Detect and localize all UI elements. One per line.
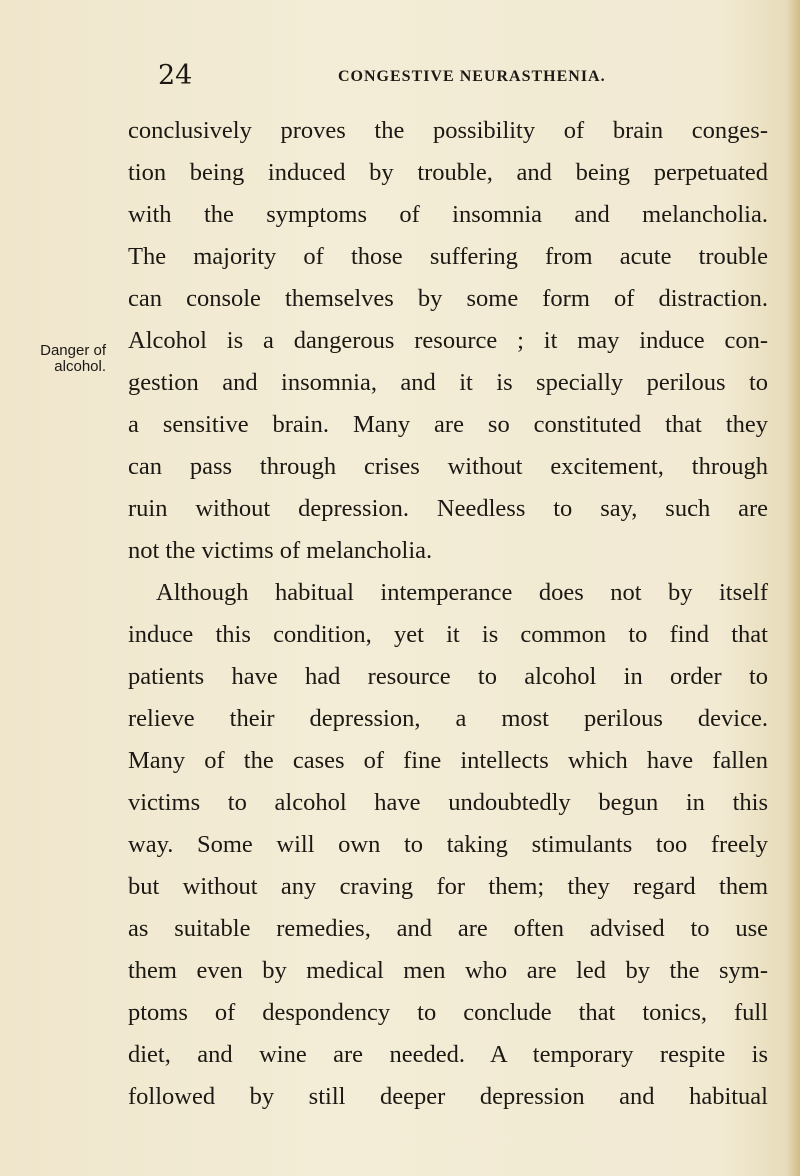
- text-line: can console themselves by some form of distraction.: [128, 285, 768, 312]
- page-header: [158, 60, 718, 96]
- margin-note-line-2: alcohol.: [54, 358, 106, 375]
- text-line: The majority of those suffering from acute trouble: [128, 243, 768, 270]
- text-line: not the victims of melancholia.: [128, 537, 433, 564]
- page-edge-shadow: [786, 0, 800, 1176]
- text-line: Although habitual intemperance does not by itself: [156, 579, 768, 606]
- text-line: ruin without depression. Needless to say, such are: [128, 495, 768, 522]
- page-number: 24: [158, 60, 193, 91]
- body-text: [128, 110, 768, 1118]
- text-line: diet, and wine are needed. A temporary respite is: [128, 1041, 768, 1068]
- text-line: induce this condition, yet it is common to find that: [128, 621, 768, 648]
- text-line: Alcohol is a dangerous resource ; it may induce con-: [128, 327, 768, 354]
- text-line: ptoms of despondency to conclude that tonics, full: [128, 999, 768, 1026]
- text-line: way. Some will own to taking stimulants too freely: [128, 831, 768, 858]
- text-line: can pass through crises without excitement, through: [128, 453, 768, 480]
- text-line: tion being induced by trouble, and being perpetuated: [128, 159, 768, 186]
- text-line: as suitable remedies, and are often advised to use: [128, 915, 768, 942]
- text-line: patients have had resource to alcohol in order to: [128, 663, 768, 690]
- running-head: CONGESTIVE NEURASTHENIA.: [338, 68, 606, 85]
- text-line: them even by medical men who are led by the sym-: [128, 957, 768, 984]
- text-line: relieve their depression, a most perilous device.: [128, 705, 768, 732]
- margin-note-line-1: Danger of: [40, 342, 106, 359]
- text-line: followed by still deeper depression and habitual: [128, 1083, 768, 1110]
- text-line: but without any craving for them; they regard them: [128, 873, 768, 900]
- text-line: conclusively proves the possibility of brain conges-: [128, 117, 768, 144]
- text-line: victims to alcohol have undoubtedly begun in this: [128, 789, 768, 816]
- text-line: with the symptoms of insomnia and melancholia.: [128, 201, 768, 228]
- text-line: Many of the cases of fine intellects which have fallen: [128, 747, 768, 774]
- margin-note: [26, 343, 106, 375]
- text-line: a sensitive brain. Many are so constituted that they: [128, 411, 768, 438]
- text-line: gestion and insomnia, and it is specially perilous to: [128, 369, 768, 396]
